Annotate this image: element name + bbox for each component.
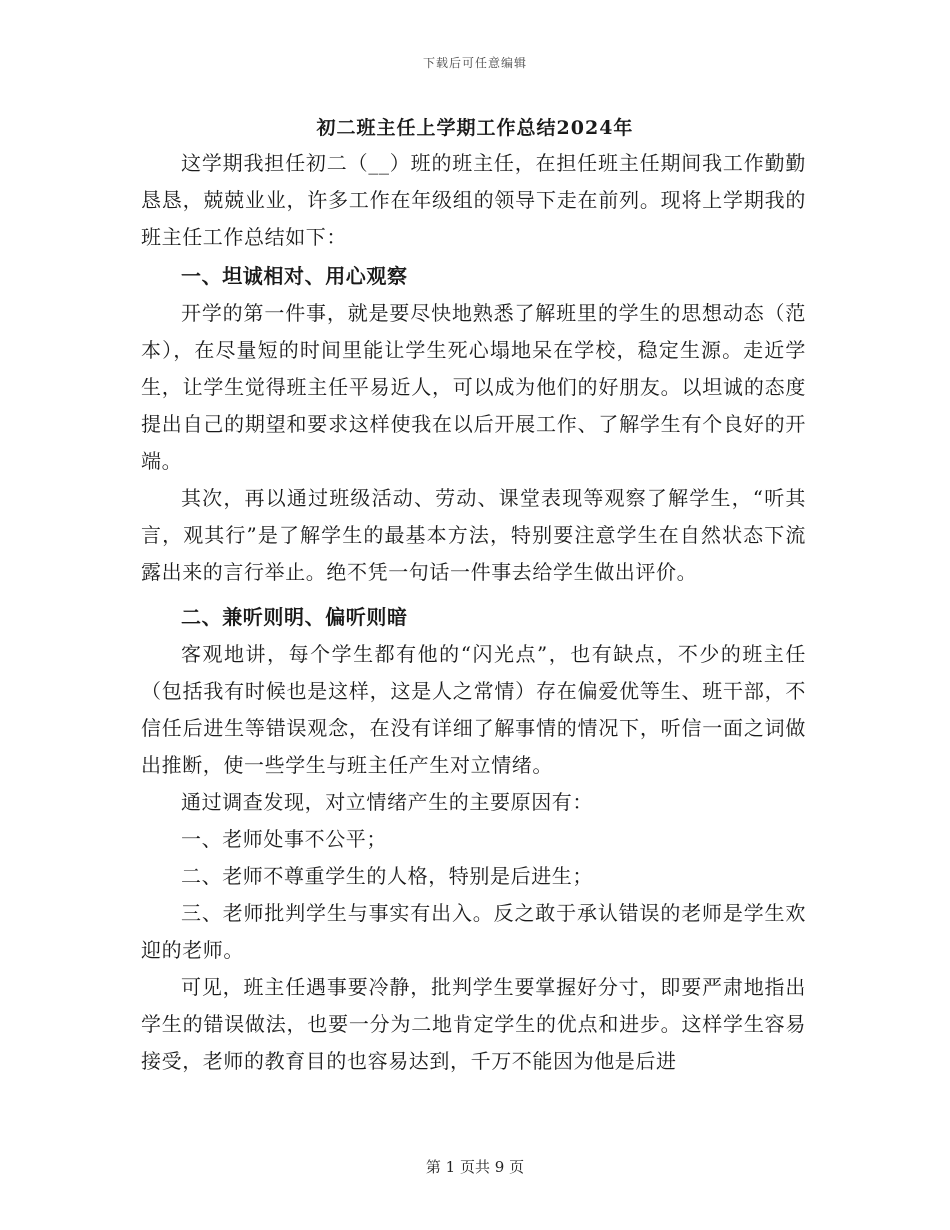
intro-paragraph: 这学期我担任初二（__）班的班主任，在担任班主任期间我工作勤勤恳恳，兢兢业业，许多工作在年级组的领导下走在前列。现将上学期我的班主任工作总结如下：	[141, 151, 806, 249]
section-heading-1: 一、坦诚相对、用心观察	[181, 264, 408, 288]
body-paragraph: 通过调查发现，对立情绪产生的主要原因有：	[181, 790, 593, 814]
list-item: 二、老师不尊重学生的人格，特别是后进生；	[181, 864, 593, 888]
body-paragraph: 开学的第一件事，就是要尽快地熟悉了解班里的学生的思想动态（范本），在尽量短的时间里能让学生死心塌地呆在学校，稳定生源。走近学生，让学生觉得班主任平易近人，可以成为他们的好朋友。以坦诚的态度提出自己的期望和要求这样使我在以后开展工作、了解学生有个良好的开端。	[141, 301, 806, 473]
header-note: 下载后可任意编辑	[422, 56, 527, 70]
body-paragraph: 其次，再以通过班级活动、劳动、课堂表现等观察了解学生，“听其言，观其行”是了解学生的最基本方法，特别要注意学生在自然状态下流露出来的言行举止。绝不凭一句话一件事去给学生做出评价。	[141, 486, 806, 584]
section-heading-2: 二、兼听则明、偏听则暗	[181, 605, 408, 629]
body-paragraph: 可见，班主任遇事要冷静，批判学生要掌握好分寸，即要严肃地指出学生的错误做法，也要一分为二地肯定学生的优点和进步。这样学生容易接受，老师的教育目的也容易达到，千万不能因为他是后进	[141, 975, 806, 1073]
list-item: 三、老师批判学生与事实有出入。反之敢于承认错误的老师是学生欢迎的老师。	[141, 901, 806, 962]
page-title: 初二班主任上学期工作总结2024年	[316, 117, 634, 139]
document-body	[141, 145, 806, 1080]
body-paragraph: 客观地讲，每个学生都有他的“闪光点”，也有缺点，不少的班主任（包括我有时候也是这样，这是人之常情）存在偏爱优等生、班干部，不信任后进生等错误观念，在没有详细了解事情的情况下，听信一面之词做出推断，使一些学生与班主任产生对立情绪。	[141, 642, 806, 777]
list-item: 一、老师处事不公平；	[181, 827, 387, 851]
page-footer: 第 1 页共 9 页	[425, 1158, 525, 1176]
